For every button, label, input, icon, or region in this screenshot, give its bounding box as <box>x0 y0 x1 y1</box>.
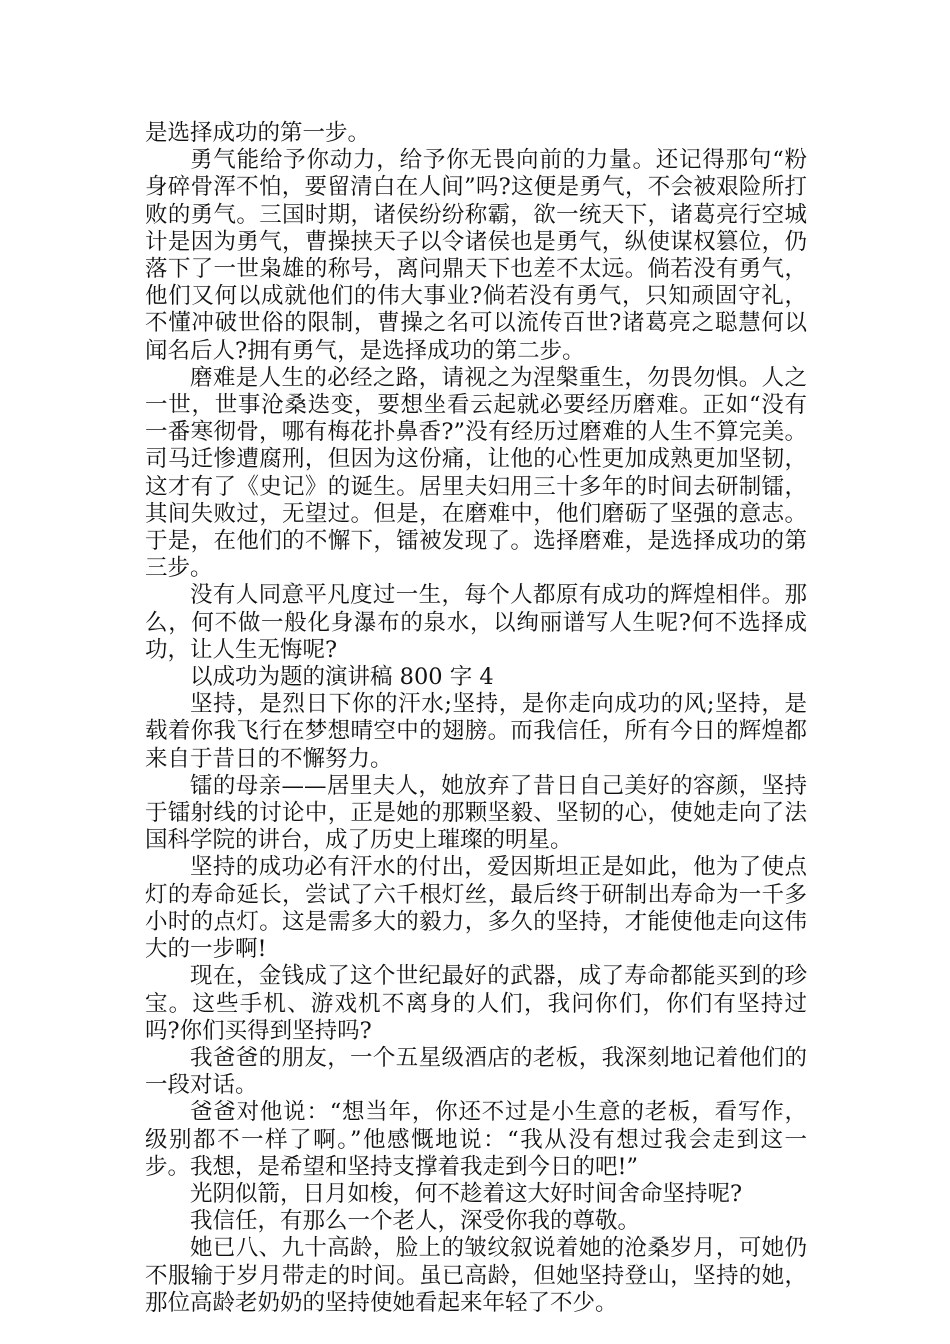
paragraph: 磨难是人生的必经之路，请视之为涅槃重生，勿畏勿惧。人之一世，世事沧桑迭变，要想坐看云起就必要经历磨难。正如“没有一番寒彻骨，哪有梅花扑鼻香?”没有经历过磨难的人生不算完美。司马迁惨遭腐刑，但因为这份痛，让他的心性更加成熟更加坚韧，这才有了《史记》的诞生。居里夫妇用三十多年的时间去研制镭，其间失败过，无望过。但是，在磨难中，他们磨砺了坚强的意志。于是，在他们的不懈下，镭被发现了。选择磨难，是选择成功的第三步。 <box>145 364 807 582</box>
paragraph: 我信任，有那么一个老人，深受你我的尊敬。 <box>190 1208 641 1235</box>
paragraph: 光阴似箭，日月如梭，何不趁着这大好时间舍命坚持呢? <box>190 1180 743 1207</box>
paragraph: 我爸爸的朋友，一个五星级酒店的老板，我深刻地记着他们的一段对话。 <box>145 1044 807 1099</box>
paragraph: 她已八、九十高龄，脸上的皱纹叙说着她的沧桑岁月，可她仍不服输于岁月带走的时间。虽已高龄，但她坚持登山，坚持的她，那位高龄老奶奶的坚持使她看起来年轻了不少。 <box>145 1235 807 1316</box>
section-heading: 以成功为题的演讲稿 800 字 4 <box>190 664 494 691</box>
paragraph: 是选择成功的第一步。 <box>145 120 371 146</box>
paragraph: 没有人同意平凡度过一生，每个人都原有成功的辉煌相伴。那么，何不做一般化身瀑布的泉水，以绚丽谱写人生呢?何不选择成功，让人生无悔呢? <box>145 582 807 663</box>
paragraph: 镭的母亲——居里夫人，她放弃了昔日自己美好的容颜，坚持于镭射线的讨论中，正是她的那颗坚毅、坚韧的心，使她走向了法国科学院的讲台，成了历史上璀璨的明星。 <box>145 772 807 854</box>
paragraph: 勇气能给予你动力，给予你无畏向前的力量。还记得那句“粉身碎骨浑不怕，要留清白在人间”吗?这便是勇气，不会被艰险所打败的勇气。三国时期，诸侯纷纷称霸，欲一统天下，诸葛亮行空城计是因为勇气，曹操挟天子以令诸侯也是勇气，纵使谋权篡位，仍落下了一世枭雄的称号，离问鼎天下也差不太远。倘若没有勇气，他们又何以成就他们的伟大事业?倘若没有勇气，只知顽固守礼，不懂冲破世俗的限制，曹操之名可以流传百世?诸葛亮之聪慧何以闻名后人?拥有勇气，是选择成功的第二步。 <box>145 147 807 364</box>
paragraph: 坚持的成功必有汗水的付出，爱因斯坦正是如此，他为了使点灯的寿命延长，尝试了六千根灯丝，最后终于研制出寿命为一千多小时的点灯。这是需多大的毅力，多久的坚持，才能使他走向这伟大的一步啊! <box>145 854 807 963</box>
paragraph: 爸爸对他说：“想当年，你还不过是小生意的老板，看写作，级别都不一样了啊。”他感慨地说：“我从没有想过我会走到这一步。我想，是希望和坚持支撑着我走到今日的吧!” <box>145 1099 807 1180</box>
document-body <box>145 120 807 1317</box>
paragraph: 现在，金钱成了这个世纪最好的武器，成了寿命都能买到的珍宝。这些手机、游戏机不离身的人们，我问你们，你们有坚持过吗?你们买得到坚持吗? <box>145 963 807 1044</box>
paragraph: 坚持，是烈日下你的汗水;坚持，是你走向成功的风;坚持，是载着你我飞行在梦想晴空中的翅膀。而我信任，所有今日的辉煌都来自于昔日的不懈努力。 <box>145 691 807 772</box>
